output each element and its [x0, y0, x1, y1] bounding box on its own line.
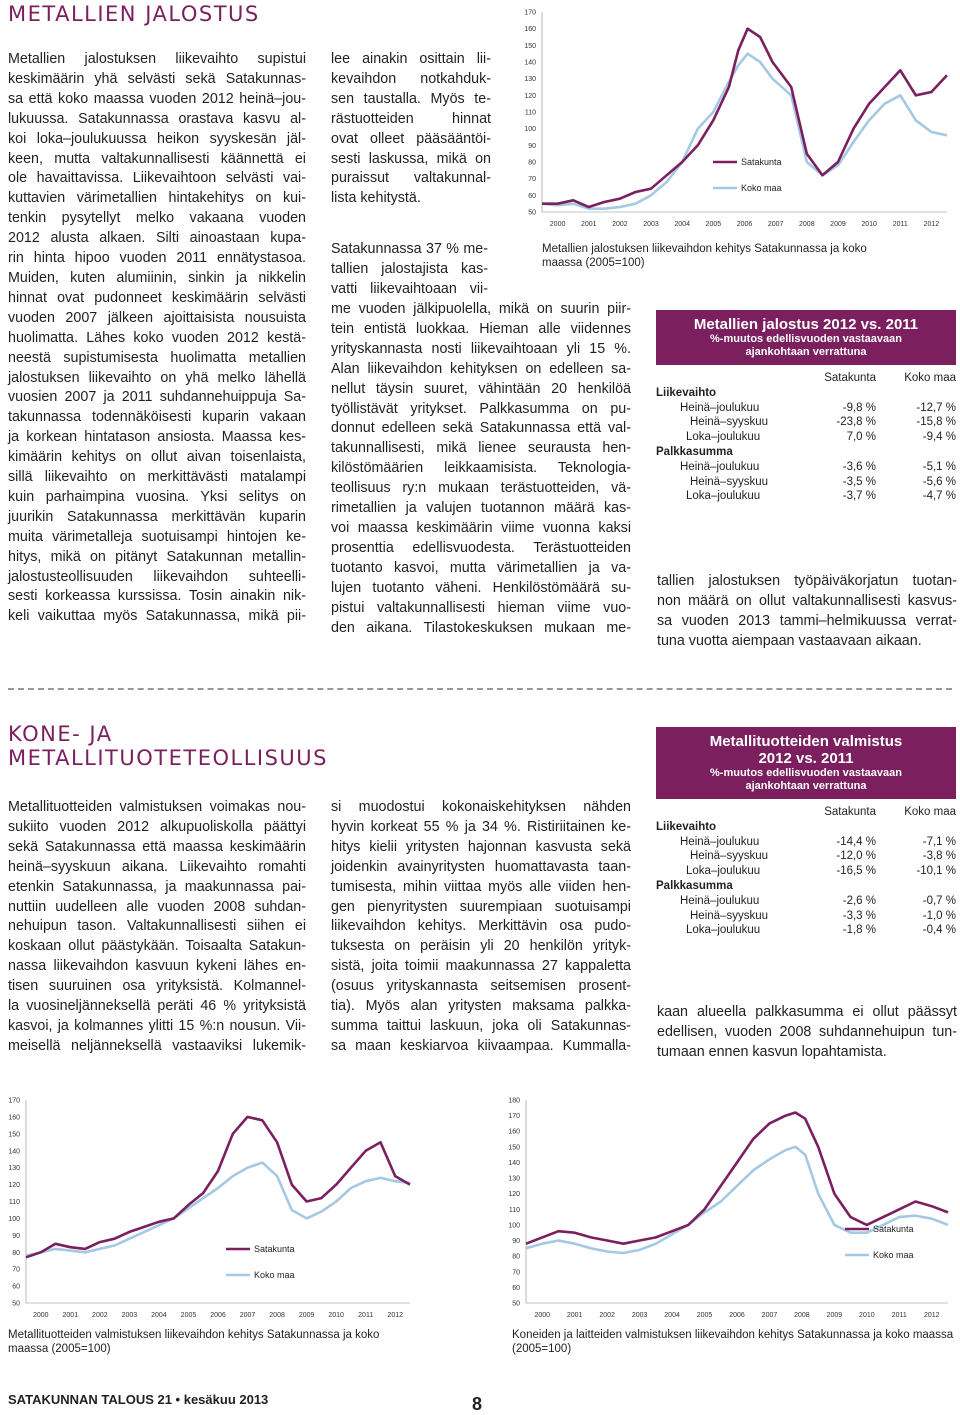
x-tick-label: 2004: [664, 1312, 680, 1319]
text-line: tumisesta, mihin viittaa myös alle viiden hen-: [331, 878, 631, 895]
section-divider: [8, 688, 952, 690]
x-tick-label: 2009: [826, 1312, 843, 1319]
y-tick-label: 130: [8, 1165, 20, 1173]
text-line: tallien jalostajista kas-: [331, 260, 488, 277]
text-line: kilöstömäärien leikkaamisista. Teknologia-: [331, 460, 631, 477]
value-koko-maa: -0,7 %: [922, 894, 956, 907]
y-tick-label: 50: [12, 1300, 20, 1308]
group-empty: [876, 386, 956, 401]
table-row: [656, 894, 956, 909]
table-group-row: [656, 445, 956, 460]
y-tick-label: 150: [524, 42, 536, 50]
text-line: nassa liikevaihdon kasvuun kykeni lähes en-: [8, 958, 306, 975]
group-empty: [876, 820, 956, 835]
x-tick-label: 2012: [923, 1312, 940, 1319]
text-line: me vuoden jälkipuolella, mikä on suurin piir-: [331, 301, 631, 317]
value-satakunta: -3,3 %: [842, 909, 876, 922]
group-empty: [802, 386, 876, 401]
text-line: heinä–syyskuun aikana. Liikevaihto romahti: [8, 858, 306, 875]
group-empty: [802, 445, 876, 460]
value-koko-maa: -7,1 %: [922, 835, 956, 848]
value-satakunta: -23,8 %: [836, 416, 876, 429]
text-line: liikevaihdon kehitys. Merkittävin osa pudo-: [331, 918, 631, 935]
text-line: joidenkin avainyritysten huomattavasta taan-: [331, 858, 631, 875]
text-line: kuin parhaimpina vuosina. Yksi selitys on: [8, 488, 306, 505]
table-row: [656, 401, 956, 416]
x-tick-label: 2002: [92, 1312, 108, 1319]
x-tick-label: 2010: [328, 1312, 344, 1319]
y-tick-label: 140: [508, 1159, 520, 1167]
group-label: Liikevaihto: [656, 386, 717, 399]
x-tick-label: 2007: [761, 1312, 778, 1319]
legend-label: Koko maa: [873, 1250, 914, 1260]
text-line: tein entistä luokkaa. Hieman alle viidennes: [331, 320, 631, 337]
group-empty: [876, 445, 956, 460]
text-line: sen taustalla. Myös te-: [331, 90, 491, 107]
text-line: vuosien 2007 ja 2011 suhdannehuippuja Sa-: [8, 389, 306, 406]
table2-title-2: 2012 vs. 2011: [758, 750, 854, 767]
text-line: prosenttia edellisvuodesta. Terästuotteiden: [331, 539, 631, 556]
chart2-caption: Metallituotteiden valmistuksen liikevaihdon kehitys Satakunnassa ja koko maassa (2005=100): [8, 1329, 380, 1355]
text-line: Muiden, kuten alumiinin, sinkin ja nikkelin: [8, 269, 306, 286]
text-line: neestä supistumisesta huolimatta metallien: [8, 349, 306, 366]
x-tick-label: 2010: [861, 221, 877, 228]
row-label: Loka–joulukuu: [686, 865, 761, 878]
text-line: Metallien jalostuksen liikevaihto supistui: [8, 51, 306, 67]
text-line: juurikin Satakunnassa merkittävän kuparin: [8, 508, 306, 525]
y-tick-label: 70: [12, 1266, 20, 1274]
y-tick-label: 60: [512, 1284, 520, 1292]
table-group-row: [656, 879, 956, 894]
value-satakunta: -2,6 %: [842, 894, 876, 907]
y-tick-label: 160: [8, 1114, 20, 1122]
row-label: Heinä–syyskuu: [690, 416, 768, 429]
text-line: 2012 alusta alkaen. Silti ainoastaan kupa-: [8, 230, 306, 247]
value-koko-maa: -15,8 %: [916, 416, 956, 429]
text-line: tuna vuotta aiempaan vastaavaan aikaan.: [657, 632, 922, 649]
table1-body: [656, 371, 956, 504]
y-tick-label: 90: [12, 1232, 20, 1240]
x-tick-label: 2010: [859, 1312, 875, 1319]
text-line: den aikana. Tilastokeskuksen mukaan me-: [331, 619, 631, 636]
y-tick-label: 130: [524, 76, 536, 84]
x-tick-label: 2009: [298, 1312, 315, 1319]
text-line: keli vaikuttaa myös Satakunnassa, mikä pii-: [8, 608, 306, 625]
value-satakunta: -3,6 %: [842, 460, 876, 473]
section-heading-metallien-jalostus: METALLIEN JALOSTUS: [8, 2, 260, 26]
value-satakunta: -1,8 %: [842, 924, 876, 937]
column-header-koko-maa: Koko maa: [904, 806, 956, 818]
legend-label: Satakunta: [254, 1244, 295, 1254]
text-line: kevaihdon notkahduk-: [331, 70, 491, 87]
value-satakunta: -16,5 %: [836, 865, 876, 878]
x-tick-label: 2003: [643, 221, 659, 228]
x-tick-label: 2003: [121, 1312, 138, 1319]
group-label: Palkkasumma: [656, 879, 733, 892]
text-line: non määrä on ollut valtakunnallisesti kasvus-: [657, 592, 957, 609]
text-line: ovat olleet pääsääntöi-: [331, 130, 491, 147]
text-line: ja korkean hintatason ansiosta. Maassa kes-: [8, 429, 306, 446]
text-line: ole havaittavissa. Liikevaihtoon selvästi vai-: [8, 170, 306, 187]
x-tick-label: 2011: [358, 1312, 374, 1319]
text-line: kuttavien värimetallien hintakehitys on kui-: [8, 190, 306, 207]
table-row: [656, 430, 956, 445]
y-tick-label: 120: [524, 92, 536, 100]
text-line: tuksesta on peräisin yli 20 henkilön yrityk-: [331, 938, 631, 955]
y-tick-label: 100: [8, 1215, 20, 1223]
text-line: si muodostui kokonaiskehityksen nähden: [331, 799, 631, 815]
text-line: jalostuksen liikevaihto on yhä melko lähellä: [8, 369, 306, 386]
value-satakunta: 7,0 %: [846, 431, 876, 444]
text-line: (osuus yrityskannasta seitsemisen prosent-: [331, 978, 631, 995]
text-line: meisellä neljänneksellä vastaaviksi lukemik-: [8, 1037, 306, 1054]
text-line: nellut täysin suuret, vähintään 20 henkilöä: [331, 380, 631, 397]
text-line: lukuussa. Satakunnassa orastava kasvu al-: [8, 110, 306, 127]
value-koko-maa: -5,6 %: [922, 475, 956, 488]
group-label: Liikevaihto: [656, 820, 717, 833]
text-line: muita värimetalleja suotuisampi hintojen ke-: [8, 528, 306, 545]
table1-header: [656, 310, 956, 365]
section2-column-2: [331, 798, 631, 1057]
row-label: Heinä–joulukuu: [680, 894, 760, 907]
text-line: Satakunnassa 37 % me-: [331, 241, 488, 257]
y-tick-label: 60: [12, 1283, 20, 1291]
text-line: hinnat ovat pudonneet keskimäärin selvästi: [8, 289, 306, 306]
series-line-koko-maa: [26, 1163, 410, 1256]
text-line: teollisuus ry:n mukaan terästuotteiden, vä-: [331, 480, 631, 497]
row-label: Heinä–joulukuu: [680, 460, 760, 473]
x-tick-label: 2008: [799, 221, 815, 228]
value-satakunta: -14,4 %: [836, 835, 876, 848]
row-label: Loka–joulukuu: [686, 924, 761, 937]
y-tick-label: 80: [12, 1249, 20, 1257]
text-line: yrityskannasta nosti liikevaihtoaan yli 15 %.: [331, 340, 631, 357]
chart-metallituotteiden-valmistus: [0, 1085, 420, 1325]
group-empty: [876, 879, 956, 894]
x-tick-label: 2012: [923, 221, 940, 228]
text-line: sillä liikevaihto on merkittävästi matalampi: [8, 469, 306, 486]
group-empty: [802, 820, 876, 835]
x-tick-label: 2002: [612, 221, 628, 228]
y-tick-label: 140: [8, 1148, 20, 1156]
text-line: sa että koko maassa vuoden 2012 heinä–jou-: [8, 90, 306, 107]
column-header-satakunta: Satakunta: [824, 806, 876, 818]
x-tick-label: 2004: [674, 221, 690, 228]
y-tick-label: 180: [508, 1097, 520, 1105]
y-tick-label: 90: [528, 142, 536, 150]
x-tick-label: 2011: [891, 1312, 907, 1319]
series-line-satakunta: [542, 29, 947, 207]
text-line: Alan liikevaihdon kehityksen on edelleen sa-: [331, 360, 631, 377]
value-koko-maa: -5,1 %: [922, 460, 956, 473]
text-line: koi loka–joulukuussa heikon syyskesän jäl-: [8, 130, 306, 147]
text-line: takunnallisesti, mikä lienee seurausta hen-: [331, 440, 631, 457]
table-header-row: [656, 371, 956, 386]
table1-title: Metallien jalostus 2012 vs. 2011: [693, 316, 919, 333]
chart-metallien-jalostus: [507, 0, 960, 240]
x-tick-label: 2009: [830, 221, 846, 228]
table-row: [656, 475, 956, 490]
section1-column-2-bottom: [331, 300, 631, 638]
table-row: [656, 460, 956, 475]
section1-column-3: [657, 572, 957, 652]
table-row: [656, 835, 956, 850]
text-line: rästuotteiden hinnat: [331, 110, 491, 127]
text-line: takunnassa todennäköisesti kuparin vakaan: [8, 409, 306, 426]
legend-label: Satakunta: [741, 157, 782, 167]
x-tick-label: 2000: [534, 1312, 551, 1319]
table-group-row: [656, 386, 956, 401]
x-tick-label: 2000: [32, 1312, 49, 1319]
value-satakunta: -9,8 %: [842, 401, 876, 414]
text-line: keskimäärin yhä selvästi sekä Satakunnas-: [8, 70, 306, 87]
x-tick-label: 2011: [892, 221, 908, 228]
table-header-row: [656, 805, 956, 820]
text-line: kimäärin kehitys on ollut aivan toisenlaista,: [8, 449, 306, 466]
x-tick-label: 2002: [599, 1312, 615, 1319]
y-tick-label: 150: [8, 1131, 20, 1139]
y-tick-label: 110: [508, 1206, 520, 1214]
x-tick-label: 2008: [269, 1312, 285, 1319]
row-label: Loka–joulukuu: [686, 490, 761, 503]
x-tick-label: 2001: [62, 1312, 79, 1319]
text-line: rin hinta hipoo vuoden 2011 ennätystasoa.: [8, 250, 306, 267]
x-tick-label: 2005: [696, 1312, 713, 1319]
section1-column-2-mid: [331, 240, 488, 300]
text-line: sa maan keskiarvoa kiivaampaa. Kummalla-: [331, 1037, 631, 1054]
x-tick-label: 2012: [387, 1312, 404, 1319]
section-heading-kone-ja-2: METALLITUOTETEOLLISUUS: [8, 746, 328, 770]
x-tick-label: 2006: [736, 221, 753, 228]
text-line: koskaan ollut päästykään. Toisaalta Satakun-: [8, 938, 306, 955]
value-satakunta: -3,7 %: [842, 490, 876, 503]
text-line: rimetallien ja valujen tuotannon määrä kas-: [331, 500, 631, 517]
text-line: sekä Satakunnassa että maassa keskimäärin: [8, 838, 306, 855]
text-line: vuoden 2007 jälkeen ajoittaisista nousuista: [8, 309, 306, 326]
table2-subtitle-1: %-muutos edellisvuoden vastaavaan: [710, 767, 902, 779]
y-tick-label: 150: [508, 1144, 520, 1152]
y-tick-label: 170: [524, 9, 536, 17]
table-group-row: [656, 820, 956, 835]
y-tick-label: 60: [528, 192, 536, 200]
row-label: Heinä–syyskuu: [690, 850, 768, 863]
row-label: Heinä–syyskuu: [690, 475, 768, 488]
text-line: keen, mutta valtakunnallisesti käännettä ei: [8, 150, 306, 167]
x-tick-label: 2003: [631, 1312, 648, 1319]
text-line: tallien jalostuksen työpäiväkorjatun tuotan-: [657, 573, 957, 589]
text-line: tumaan ennen kasvun lopahtamista.: [657, 1043, 887, 1060]
x-tick-label: 2007: [767, 221, 784, 228]
text-line: lujen tuotanto väheni. Henkilöstömäärä su-: [331, 579, 631, 596]
section1-column-2-top: [331, 50, 491, 209]
group-label: Palkkasumma: [656, 445, 733, 458]
x-tick-label: 2008: [794, 1312, 810, 1319]
table-metallien-jalostus: [656, 310, 956, 504]
y-tick-label: 120: [8, 1182, 20, 1190]
table-corner: [656, 371, 802, 386]
text-line: kasvoi, ja kolmannes ylitti 15 %:n nousun. Vii-: [8, 1017, 306, 1034]
text-line: työllistävät yritykset. Palkkasumma on pu-: [331, 400, 631, 417]
value-koko-maa: -0,4 %: [922, 924, 956, 937]
row-label: Heinä–syyskuu: [690, 909, 768, 922]
table-row: [656, 923, 956, 938]
table2-subtitle-2: ajankohtaan verrattuna: [745, 780, 867, 792]
x-tick-label: 2001: [580, 221, 597, 228]
text-line: lee ainakin osittain lii-: [331, 51, 491, 67]
text-line: pistui valtakunnallisesti hieman viime vuo-: [331, 599, 631, 616]
column-header-koko-maa: Koko maa: [904, 372, 956, 384]
section2-column-3: [657, 1003, 957, 1063]
row-label: Heinä–joulukuu: [680, 401, 760, 414]
y-tick-label: 130: [508, 1175, 520, 1183]
text-line: tuotanto kasvoi, mutta värimetallien ja va-: [331, 559, 631, 576]
x-tick-label: 2006: [210, 1312, 226, 1319]
text-line: huolimatta. Lähes koko vuoden 2012 kestä-: [8, 329, 306, 346]
legend-label: Koko maa: [741, 183, 782, 193]
text-line: hitys kielii yritysten hajonnan kasvusta sekä: [331, 838, 631, 855]
value-satakunta: -12,0 %: [836, 850, 876, 863]
row-label: Loka–joulukuu: [686, 431, 761, 444]
footer-publication: SATAKUNNAN TALOUS 21 • kesäkuu 2013: [8, 1392, 269, 1407]
row-label: Heinä–joulukuu: [680, 835, 760, 848]
y-tick-label: 90: [512, 1238, 520, 1246]
y-tick-label: 50: [512, 1300, 520, 1308]
text-line: sistä, joita toimii maakunnassa 27 kappaletta: [331, 958, 631, 975]
text-line: puraissut valtakunnal-: [331, 170, 491, 187]
text-line: nuttiin uudelleen alle vuoden 2008 suhdan-: [8, 898, 306, 915]
y-tick-label: 100: [508, 1222, 520, 1230]
x-tick-label: 2004: [151, 1312, 167, 1319]
text-line: voi maassa keskimäärin viime vuonna kaksi: [331, 519, 631, 536]
y-tick-label: 140: [524, 59, 536, 67]
y-tick-label: 50: [528, 209, 536, 217]
table2-header: [656, 727, 956, 799]
section1-column-1: [8, 50, 306, 627]
text-line: hitys, mikä on pitänyt Satakunnan metallin-: [8, 548, 306, 565]
value-satakunta: -3,5 %: [842, 475, 876, 488]
text-line: jalostusteollisuuden liikevaihdon suhteelli-: [8, 568, 306, 585]
y-tick-label: 80: [528, 159, 536, 167]
x-tick-label: 2005: [705, 221, 722, 228]
value-koko-maa: -3,8 %: [922, 850, 956, 863]
text-line: donnut edelleen sekä Satakunnassa että val-: [331, 420, 631, 437]
table-row: [656, 489, 956, 504]
value-koko-maa: -4,7 %: [922, 490, 956, 503]
chart-koneiden-valmistus: [500, 1085, 955, 1325]
legend-label: Satakunta: [873, 1224, 914, 1234]
text-line: tisen suuruinen osa yrityksistä. Kolmannel-: [8, 978, 306, 995]
table-row: [656, 849, 956, 864]
table-row: [656, 415, 956, 430]
y-tick-label: 160: [524, 26, 536, 34]
y-tick-label: 160: [508, 1128, 520, 1136]
chart1-caption: Metallien jalostuksen liikevaihdon kehitys Satakunnassa ja koko maassa (2005=100): [542, 243, 867, 269]
text-line: summa taittui laskuun, joka oli Satakunnas-: [331, 1017, 631, 1034]
x-tick-label: 2005: [180, 1312, 197, 1319]
y-tick-label: 100: [524, 126, 536, 134]
value-koko-maa: -9,4 %: [922, 431, 956, 444]
y-tick-label: 80: [512, 1253, 520, 1261]
text-line: vatti liikevaihtoaan vii-: [331, 280, 488, 297]
table-row: [656, 864, 956, 879]
table2-body: [656, 805, 956, 938]
section-heading-kone-ja-1: KONE- JA: [8, 722, 113, 746]
x-tick-label: 2001: [566, 1312, 583, 1319]
table-corner: [656, 805, 802, 820]
chart3-caption: Koneiden ja laitteiden valmistuksen liikevaihdon kehitys Satakunnassa ja koko maassa (2005=100): [512, 1329, 954, 1355]
text-line: tia). Myös alan yritysten maksama palkka-: [331, 998, 631, 1015]
table2-title-1: Metallituotteiden valmistus: [709, 733, 903, 750]
y-tick-label: 120: [508, 1191, 520, 1199]
value-koko-maa: -10,1 %: [916, 865, 956, 878]
text-line: sukiito vuoden 2012 alkupuoliskolla päättyi: [8, 818, 306, 835]
y-tick-label: 170: [8, 1097, 20, 1105]
y-tick-label: 170: [508, 1113, 520, 1121]
legend-label: Koko maa: [254, 1270, 295, 1280]
section2-column-1: [8, 798, 306, 1057]
table1-subtitle-1: %-muutos edellisvuoden vastaavaan: [710, 333, 902, 345]
value-koko-maa: -12,7 %: [916, 401, 956, 414]
table1-subtitle-2: ajankohtaan verrattuna: [745, 346, 867, 358]
text-line: edellisen, vuoden 2008 suhdannehuipun tun-: [657, 1023, 957, 1040]
text-line: sesti laskussa, mikä on: [331, 150, 491, 167]
text-line: gen pienyritysten suurempiaan suotuisampi: [331, 898, 631, 915]
page-number: 8: [472, 1394, 483, 1414]
y-tick-label: 70: [512, 1269, 520, 1277]
text-line: etenkin Satakunnassa, ja maakunnassa pai-: [8, 878, 306, 895]
text-line: lista kehitystä.: [331, 190, 421, 207]
table-row: [656, 909, 956, 924]
text-line: sa vuoden 2013 tammi–helmikuussa verrat-: [657, 612, 957, 629]
text-line: nehuipun tason. Valtakunnallisesti siihen ei: [8, 918, 306, 935]
x-tick-label: 2000: [549, 221, 566, 228]
text-line: kaan alueella palkkasumma ei ollut päässyt: [657, 1004, 957, 1020]
y-tick-label: 70: [528, 176, 536, 184]
text-line: hyvin korkeat 55 % ja 34 %. Ristiriitainen ke-: [331, 818, 631, 835]
column-header-satakunta: Satakunta: [824, 372, 876, 384]
y-tick-label: 110: [8, 1199, 20, 1206]
text-line: tenkin pysytellyt melko vakaana vuoden: [8, 210, 306, 227]
table-metallituotteiden-valmistus: [656, 727, 956, 938]
group-empty: [802, 879, 876, 894]
x-tick-label: 2006: [729, 1312, 745, 1319]
value-koko-maa: -1,0 %: [922, 909, 956, 922]
x-tick-label: 2007: [239, 1312, 256, 1319]
text-line: sesti korkeassa kurssissa. Tosin ainakin nik-: [8, 588, 306, 605]
text-line: la vuosineljänneksellä peräti 46 % yrityksistä: [8, 998, 306, 1015]
y-tick-label: 110: [524, 109, 536, 117]
text-line: Metallituotteiden valmistuksen voimakas nou-: [8, 799, 306, 815]
